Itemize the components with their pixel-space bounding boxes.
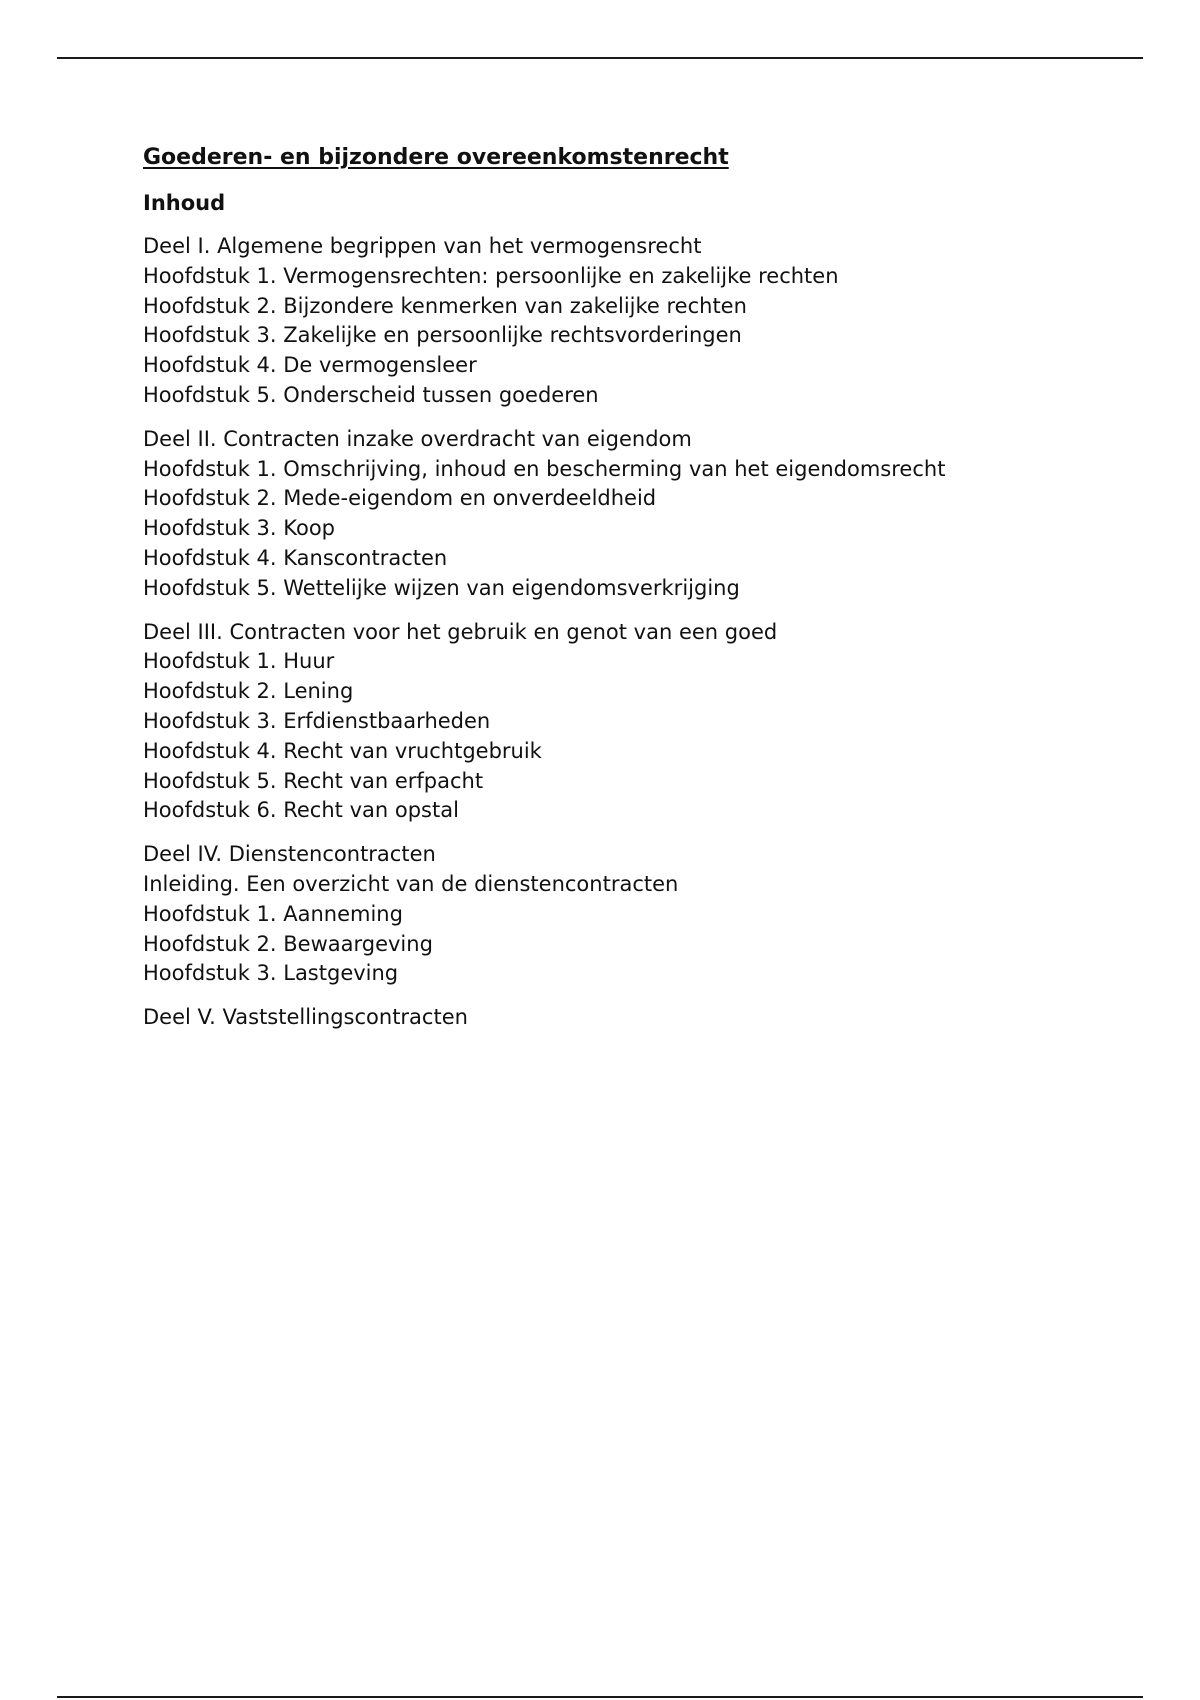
- part-title: Deel IV. Dienstencontracten: [143, 842, 436, 867]
- header-rule: [57, 57, 1143, 59]
- toc-part-1: [143, 232, 1143, 411]
- toc-entry: Hoofdstuk 2. Bijzondere kenmerken van zakelijke rechten: [143, 293, 747, 318]
- part-title: Deel III. Contracten voor het gebruik en genot van een goed: [143, 619, 778, 644]
- toc-entry: Hoofdstuk 4. Kanscontracten: [143, 545, 448, 570]
- toc-heading: Inhoud: [143, 191, 226, 215]
- toc-entry: Hoofdstuk 1. Aanneming: [143, 901, 403, 926]
- part-title: Deel II. Contracten inzake overdracht van eigendom: [143, 426, 692, 451]
- toc-part-4: [143, 840, 1143, 989]
- toc-entry: Hoofdstuk 3. Koop: [143, 516, 335, 541]
- toc-entry: Hoofdstuk 2. Lening: [143, 679, 354, 704]
- toc-entry: Hoofdstuk 3. Lastgeving: [143, 961, 399, 986]
- toc-entry: Hoofdstuk 1. Omschrijving, inhoud en bescherming van het eigendomsrecht: [143, 456, 946, 481]
- toc-entry: Hoofdstuk 4. De vermogensleer: [143, 353, 477, 378]
- toc-entry: Hoofdstuk 1. Vermogensrechten: persoonlijke en zakelijke rechten: [143, 263, 839, 288]
- toc-entry: Hoofdstuk 5. Wettelijke wijzen van eigendomsverkrijging: [143, 575, 740, 600]
- toc-entry: Hoofdstuk 3. Zakelijke en persoonlijke rechtsvorderingen: [143, 323, 742, 348]
- toc-entry: Hoofdstuk 4. Recht van vruchtgebruik: [143, 738, 542, 763]
- toc-entry: Hoofdstuk 5. Onderscheid tussen goederen: [143, 382, 599, 407]
- toc-entry: Hoofdstuk 3. Erfdienstbaarheden: [143, 708, 491, 733]
- toc-part-2: [143, 425, 1143, 604]
- toc-entry: Hoofdstuk 2. Mede-eigendom en onverdeeldheid: [143, 486, 657, 511]
- toc-entry: Hoofdstuk 5. Recht van erfpacht: [143, 768, 484, 793]
- document-body: [143, 143, 1143, 1033]
- part-title: Deel V. Vaststellingscontracten: [143, 1005, 468, 1030]
- toc-entry: Hoofdstuk 1. Huur: [143, 649, 335, 674]
- toc-entry: Inleiding. Een overzicht van de dienstencontracten: [143, 871, 679, 896]
- toc-part-5: [143, 1003, 1143, 1033]
- toc-entry: Hoofdstuk 6. Recht van opstal: [143, 798, 459, 823]
- toc-entry: Hoofdstuk 2. Bewaargeving: [143, 931, 433, 956]
- document-title: Goederen- en bijzondere overeenkomstenrecht: [143, 145, 729, 170]
- part-title: Deel I. Algemene begrippen van het vermogensrecht: [143, 234, 702, 258]
- footer-rule: [57, 1696, 1143, 1698]
- toc-part-3: [143, 618, 1143, 827]
